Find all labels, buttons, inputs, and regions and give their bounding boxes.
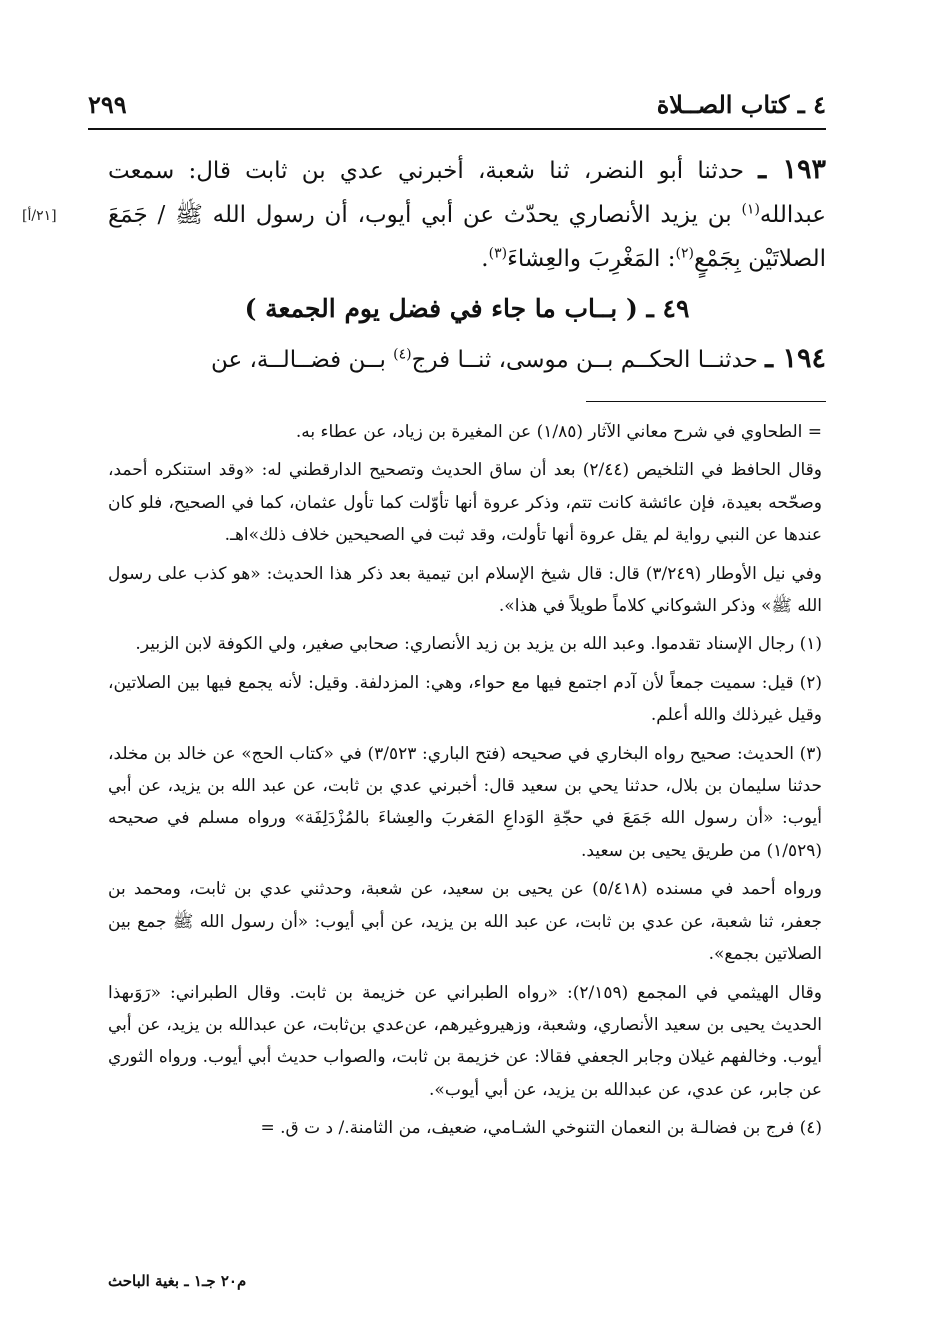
hadith-194: ١٩٤ ـ حدثنــا الحكــم بــن موسى، ثنــا فرج$^{(٤)}$ بــن فضــالــة، عن <box>210 343 826 374</box>
footnote-2: (٢) قيل: سميت جمعاً لأن آدم اجتمع فيها مع حواء، وهي: المزدلفة. وقيل: لأنه يجمع فيها بين الصلاتين، وقيل غيرذلك والله أعلم. <box>108 672 822 726</box>
footnote-divider <box>586 401 826 402</box>
footnote-3: (٣) الحديث: صحيح رواه البخاري في صحيحه (فتح الباري: ٣/٥٢٣) في «كتاب الحج» عن خالد بن مخلد، حدثنا سليمان بن بلال، حدثنا يحي بن سعيد قال: أخبرني عدي بن ثابت، عن عبد الله بن يزيد، عن أبي أيوب: «أن رسول الله جَمَعَ في حجّةِ الوَداعِ المَغربَ والعِشاءَ بالمُزْدَلِفَة» ورواه مسلم في صحيحه (١/٥٢٩) من طريق يحيى بن سعيد. <box>108 743 822 861</box>
hadith-number: ١٩٣ ـ <box>758 154 827 185</box>
footnote-4: (٤) فرج بن فضالـة بن النعمان التنوخي الشـامي، ضعيف، من الثامنة./ د ت ق. = <box>260 1118 822 1139</box>
footnote-paragraph: ورواه أحمد في مسنده (٥/٤١٨) عن يحيى بن سعيد، عن شعبة، وحدثني عدي بن ثابت، ومحمد بن جعفر، ثنا شعبة، عن عدي بن ثابت، عن عبد الله بن يزيد، عن أبي أيوب: «أن رسول الله ﷺ جمع بين الصلاتين بجمع». <box>108 879 822 965</box>
footnote-ref: (٣) <box>488 245 508 262</box>
footnote-paragraph: وقال الهيثمي في المجمع (٢/١٥٩): «رواه الطبراني عن خزيمة بن ثابت. وقال الطبراني: «رَوَىهذا الحديث يحيى بن سعيد الأنصاري، وشعبة، وزهيروغيرهم، عن‌عدي بن‌ثابت، عن عبدالله بن يزيد، عن أبي أيوب. وخالفهم غيلان وجابر الجعفي فقالا: عن خزيمة بن ثابت، والصواب حديث أبي أيوب. ورواه الثوري عن جابر، عن عدي، عن عبدالله بن يزيد، عن أبي أيوب». <box>108 982 822 1100</box>
hadith-number: ١٩٤ ـ <box>765 343 826 374</box>
footnote-ref: (١) <box>741 201 760 218</box>
chapter-title: ٤ ـ كتاب الصــلاة <box>656 90 826 119</box>
hadith-193: ١٩٣ ـ حدثنا أبو النضر، ثنا شعبة، أخبرني عدي بن ثابت قال: سمعت عبدالله$^{(١)}$ بن يزيد الأنصاري يحدّث عن أبي أيوب، أن رسول الله ﷺ / جَمَعَ الصلاتَيْن بِجَمْعٍ$^{(٢)}$: المَغْرِبَ والعِشاءَ$^{(٣)}$. <box>108 154 827 272</box>
footnote-paragraph: وقال الحافظ في التلخيص (٢/٤٤) بعد أن ساق الحديث وتصحيح الدارقطني له: «وقد استنكره أحمد، وصحّحه بعيدة، فإن عائشة كانت تتم، وذكر عروة أنها تأوّلت كما تأول عثمان، كما في الصحيح، فلو كان عندها عن النبي رواية لم يقل عروة أنها تأولت، وقد ثبت في الصحيحين خلاف ذلك»اهـ. <box>108 460 823 546</box>
header-divider <box>88 128 826 130</box>
main-text <box>108 148 826 382</box>
page-number: ٢٩٩ <box>88 90 127 119</box>
footnote-ref: (٤) <box>393 346 412 363</box>
manuscript-folio-marker: [٢١/أ] <box>22 208 57 224</box>
footnotes <box>108 416 822 1151</box>
footnote-ref: (٢) <box>675 245 694 262</box>
signature-mark: م٢٠ جـ١ ـ بغية الباحث <box>108 1272 247 1290</box>
page-header <box>88 86 826 124</box>
footnote-paragraph: وفي نيل الأوطار (٣/٢٤٩) قال: قال شيخ الإسلام ابن تيمية بعد ذكر هذا الحديث: «هو كذب على رسول الله ﷺ» وذكر الشوكاني كلاماً طويلاً في هذا». <box>108 563 822 617</box>
chapter-heading: ٤٩ ـ ( بــاب ما جاء في فضل يوم الجمعة ) <box>244 294 690 323</box>
footnote-1: (١) رجال الإسناد تقدموا. وعبد الله بن يزيد بن زيد الأنصاري: صحابي صغير، ولي الكوفة لابن الزبير. <box>135 634 822 655</box>
footnote-continuation: = الطحاوي في شرح معاني الآثار (١/٨٥) عن المغيرة بن زياد، عن عطاء به. <box>295 422 822 442</box>
